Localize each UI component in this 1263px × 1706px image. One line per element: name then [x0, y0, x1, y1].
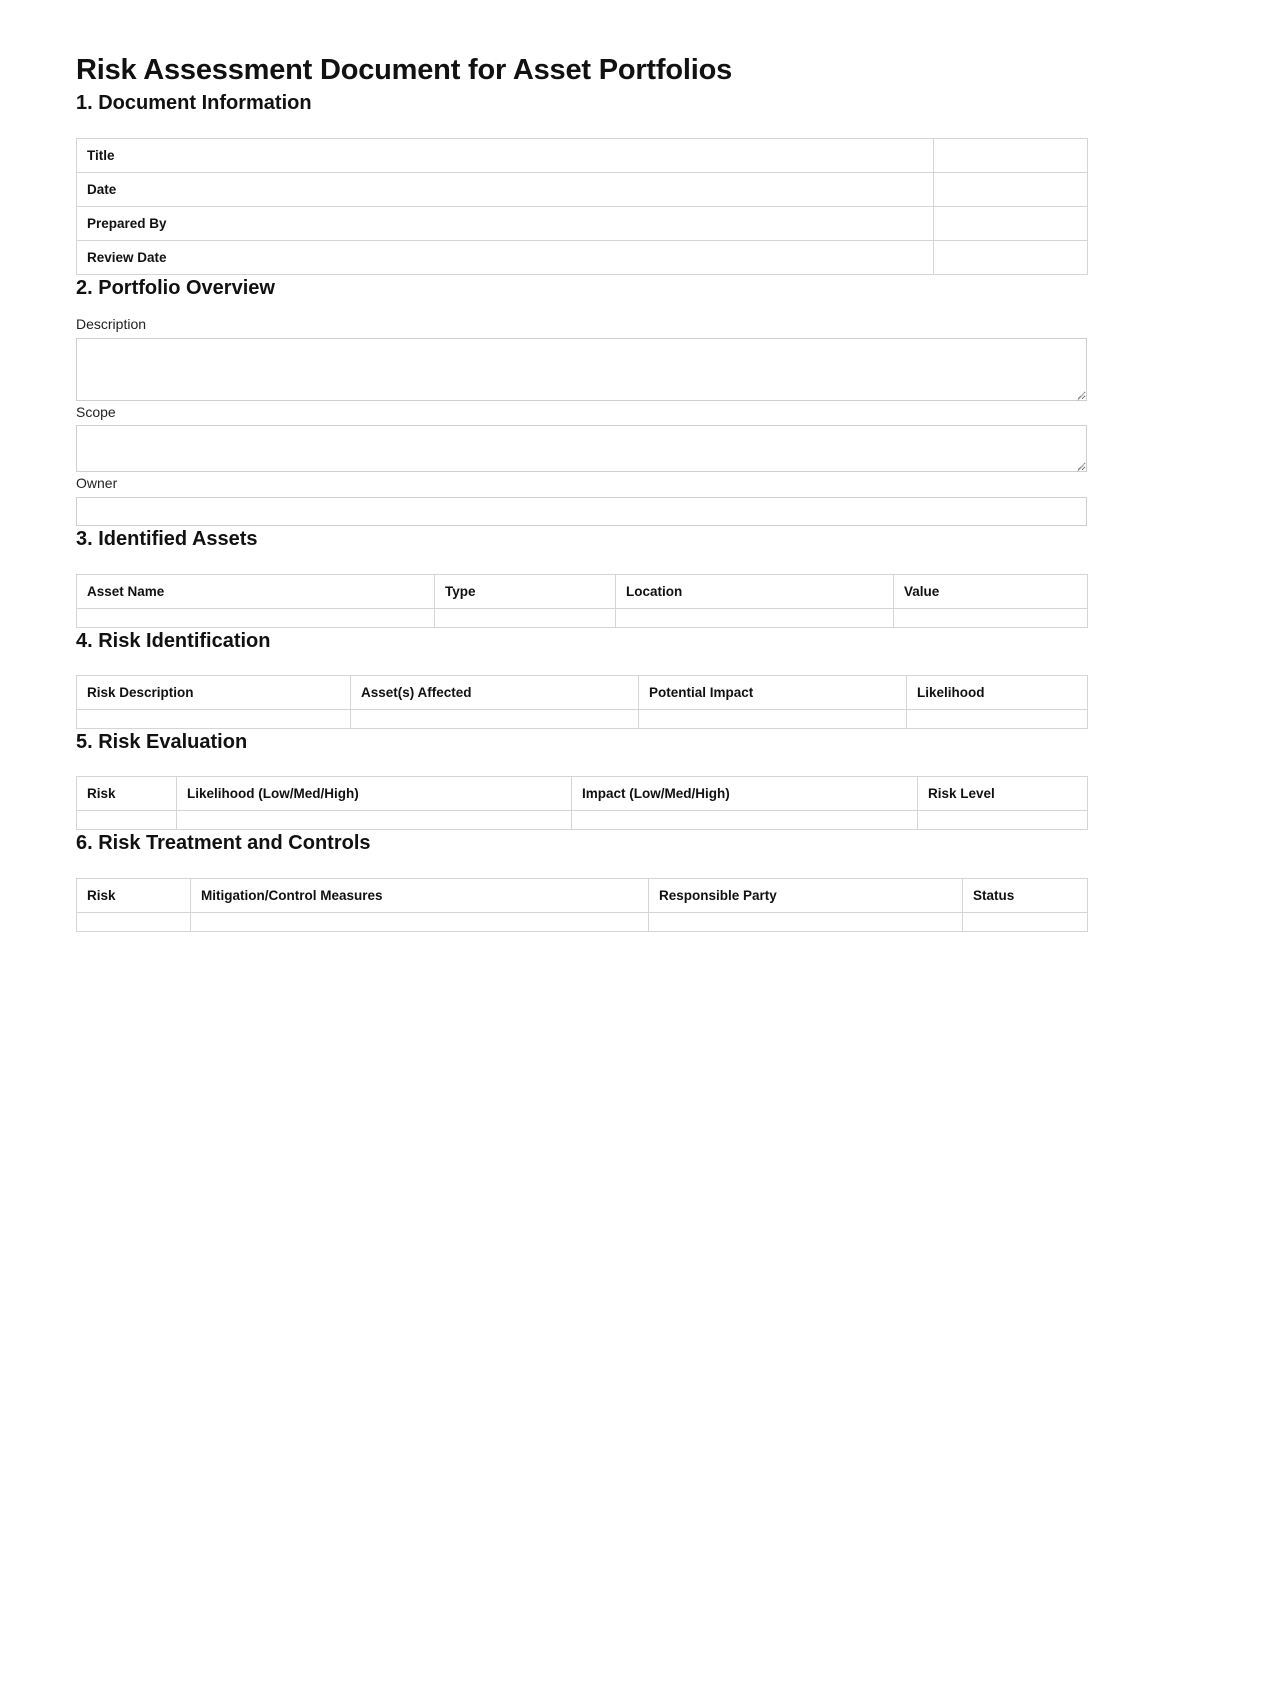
column-header-impact-scale: Impact (Low/Med/High) [572, 777, 918, 811]
description-textarea[interactable] [76, 338, 1087, 401]
table-header-row [77, 676, 1088, 710]
row-value-title[interactable] [934, 138, 1088, 172]
label-owner: Owner [76, 475, 118, 492]
column-header-location: Location [616, 575, 894, 609]
row-label-title: Title [77, 138, 934, 172]
column-header-risk-description: Risk Description [77, 676, 351, 710]
table-header-row [77, 575, 1088, 609]
table-row [77, 240, 1088, 274]
table-row [77, 172, 1088, 206]
owner-input[interactable] [76, 497, 1087, 526]
row-value-review-date[interactable] [934, 240, 1088, 274]
table-row [77, 138, 1088, 172]
cell-assets-affected[interactable] [351, 710, 639, 729]
table-header-row [77, 879, 1088, 913]
row-value-date[interactable] [934, 172, 1088, 206]
cell-status[interactable] [963, 913, 1088, 932]
label-scope: Scope [76, 403, 116, 420]
risk-evaluation-table [76, 776, 1088, 830]
cell-value[interactable] [894, 609, 1088, 628]
cell-location[interactable] [616, 609, 894, 628]
section-heading-identified-assets: 3. Identified Assets [76, 528, 258, 551]
column-header-assets-affected: Asset(s) Affected [351, 676, 639, 710]
cell-likelihood-scale[interactable] [177, 811, 572, 830]
cell-responsible-party[interactable] [649, 913, 963, 932]
identified-assets-table [76, 574, 1088, 628]
row-label-review-date: Review Date [77, 240, 934, 274]
cell-impact-scale[interactable] [572, 811, 918, 830]
column-header-likelihood: Likelihood [907, 676, 1088, 710]
section-heading-risk-treatment-and-controls: 6. Risk Treatment and Controls [76, 832, 371, 855]
column-header-asset-name: Asset Name [77, 575, 435, 609]
cell-mitigation-measures[interactable] [191, 913, 649, 932]
risk-treatment-table [76, 878, 1088, 932]
cell-risk[interactable] [77, 913, 191, 932]
section-heading-portfolio-overview: 2. Portfolio Overview [76, 276, 275, 299]
column-header-status: Status [963, 879, 1088, 913]
cell-type[interactable] [435, 609, 616, 628]
table-row [77, 710, 1088, 729]
row-label-prepared-by: Prepared By [77, 206, 934, 240]
table-row [77, 609, 1088, 628]
document-information-table [76, 138, 1088, 275]
column-header-value: Value [894, 575, 1088, 609]
row-label-date: Date [77, 172, 934, 206]
table-row [77, 811, 1088, 830]
scope-textarea[interactable] [76, 425, 1087, 472]
column-header-type: Type [435, 575, 616, 609]
section-heading-risk-identification: 4. Risk Identification [76, 630, 271, 653]
column-header-responsible-party: Responsible Party [649, 879, 963, 913]
cell-likelihood[interactable] [907, 710, 1088, 729]
table-row [77, 206, 1088, 240]
scope-field-wrap [76, 425, 1087, 472]
page-title: Risk Assessment Document for Asset Portfolios [76, 54, 733, 86]
cell-risk[interactable] [77, 811, 177, 830]
column-header-likelihood-scale: Likelihood (Low/Med/High) [177, 777, 572, 811]
column-header-mitigation-measures: Mitigation/Control Measures [191, 879, 649, 913]
cell-potential-impact[interactable] [639, 710, 907, 729]
section-heading-document-information: 1. Document Information [76, 91, 312, 114]
row-value-prepared-by[interactable] [934, 206, 1088, 240]
column-header-potential-impact: Potential Impact [639, 676, 907, 710]
cell-risk-description[interactable] [77, 710, 351, 729]
column-header-risk: Risk [77, 777, 177, 811]
cell-risk-level[interactable] [918, 811, 1088, 830]
label-description: Description [76, 315, 147, 332]
column-header-risk: Risk [77, 879, 191, 913]
description-field-wrap [76, 338, 1087, 401]
table-header-row [77, 777, 1088, 811]
column-header-risk-level: Risk Level [918, 777, 1088, 811]
cell-asset-name[interactable] [77, 609, 435, 628]
table-row [77, 913, 1088, 932]
section-heading-risk-evaluation: 5. Risk Evaluation [76, 731, 248, 754]
risk-identification-table [76, 675, 1088, 729]
